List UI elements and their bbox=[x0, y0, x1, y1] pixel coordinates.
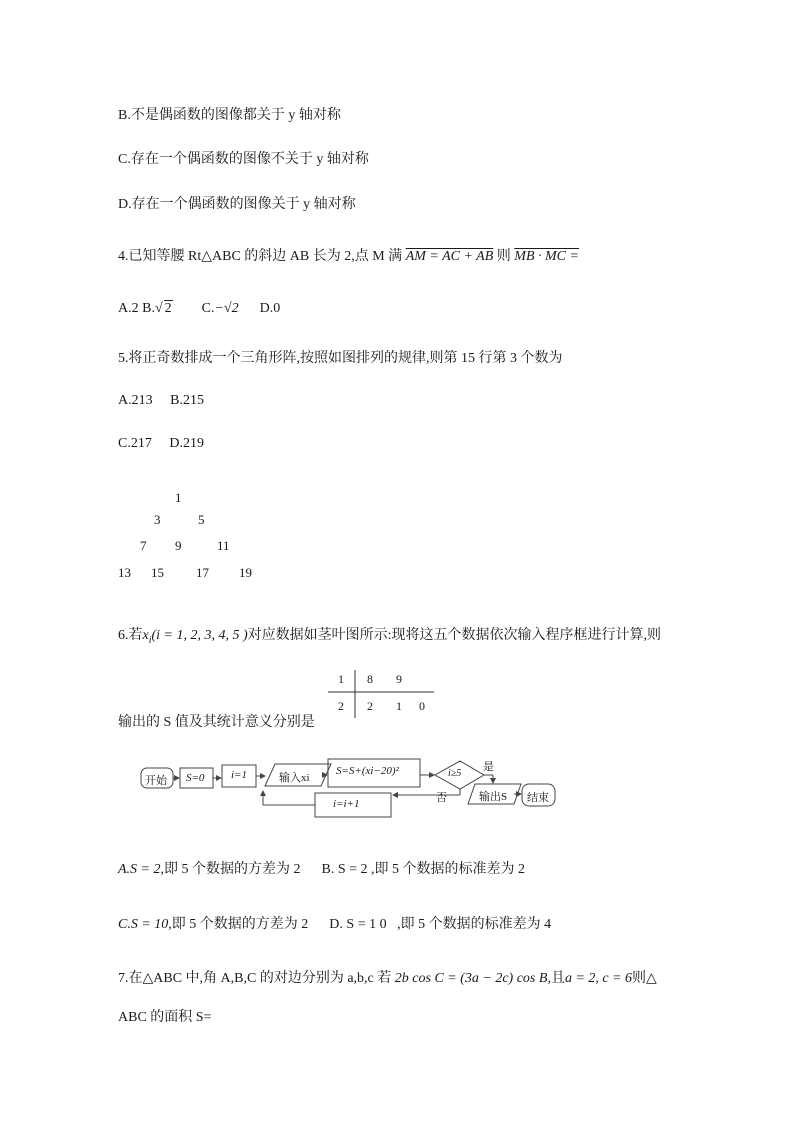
program-flowchart bbox=[135, 755, 565, 820]
q4-text: 4.已知等腰 Rt△ABC 的斜边 AB 长为 2,点 M 满 bbox=[118, 249, 403, 264]
stem-value: 2 bbox=[338, 699, 344, 713]
q4-option-d: D.0 bbox=[259, 301, 281, 316]
flow-no: 否 bbox=[436, 792, 447, 804]
flow-end: 结束 bbox=[527, 792, 549, 804]
q6-options-cd bbox=[118, 913, 551, 933]
leaf-value: 2 bbox=[367, 699, 373, 713]
q5-options-cd: C.217 D.219 bbox=[118, 436, 204, 451]
q6-option-b: B. S = 2 ,即 5 个数据的标准差为 2 bbox=[321, 862, 526, 877]
stem-value: 1 bbox=[338, 672, 344, 686]
question-4 bbox=[118, 245, 579, 265]
q3-option-b: B.不是偶函数的图像都关于 y 轴对称 bbox=[118, 108, 341, 123]
leaf-value: 1 bbox=[396, 699, 402, 713]
leaf-value: 8 bbox=[367, 672, 373, 686]
q6-option-a-eq: A.S = 2 bbox=[118, 862, 161, 877]
q4-vector-equation: AM = AC + AB bbox=[405, 249, 494, 264]
q4-options bbox=[118, 300, 280, 317]
triangle-number: 3 bbox=[154, 512, 161, 527]
q4-dot-product: MB · MC = bbox=[514, 249, 579, 264]
q6-option-c-eq: C.S = 10 bbox=[118, 917, 169, 932]
flow-increment: i=i+1 bbox=[333, 798, 360, 810]
triangle-number: 15 bbox=[151, 565, 164, 580]
q6-variable-sub: i bbox=[148, 634, 152, 646]
leaf-value: 9 bbox=[396, 672, 402, 686]
question-7 bbox=[118, 967, 657, 987]
q4-option-c-value: −√2 bbox=[214, 301, 239, 316]
q5-options-ab: A.213 B.215 bbox=[118, 393, 204, 408]
flow-condition: i≥5 bbox=[448, 768, 462, 779]
q6-option-d: D. S = 1 0 ,即 5 个数据的标准差为 4 bbox=[329, 917, 552, 932]
q4-then: 则 bbox=[496, 249, 511, 264]
q6-option-a: ,即 5 个数据的方差为 2 bbox=[160, 862, 301, 877]
q6-output-text: 输出的 S 值及其统计意义分别是 bbox=[118, 715, 315, 730]
triangle-number: 7 bbox=[140, 538, 147, 553]
question-5: 5.将正奇数排成一个三角形阵,按照如图排列的规律,则第 15 行第 3 个数为 bbox=[118, 351, 563, 366]
q6-prefix: 6.若 bbox=[118, 628, 143, 643]
q6-options-ab bbox=[118, 858, 525, 878]
q7-and: ,且 bbox=[547, 971, 565, 986]
flow-init-s: S=0 bbox=[186, 772, 205, 784]
flow-input: 输入xi bbox=[279, 772, 310, 784]
q4-option-b-value: 2 bbox=[164, 301, 172, 316]
flow-yes: 是 bbox=[483, 761, 494, 773]
leaf-value: 0 bbox=[419, 699, 425, 713]
q6-variable: x bbox=[142, 628, 149, 643]
question-6 bbox=[118, 624, 661, 646]
stem-leaf-plot bbox=[328, 670, 436, 718]
flow-output: 输出S bbox=[479, 791, 508, 803]
q6-range: (i = 1, 2, 3, 4, 5 ) bbox=[151, 628, 248, 643]
q6-option-c: ,即 5 个数据的方差为 2 bbox=[168, 917, 309, 932]
q7-text: 7.在△ABC 中,角 A,B,C 的对边分别为 a,b,c 若 bbox=[118, 971, 392, 986]
q4-option-ab: A.2 B. bbox=[118, 301, 155, 316]
triangle-number: 13 bbox=[118, 565, 131, 580]
q7-line-2: ABC 的面积 S= bbox=[118, 1010, 212, 1025]
q7-values: a = 2, c = 6 bbox=[564, 971, 633, 986]
triangle-number: 9 bbox=[175, 538, 182, 553]
q7-then: 则△ bbox=[632, 971, 657, 986]
q7-equation: 2b cos C = (3a − 2c) cos B bbox=[394, 971, 548, 986]
flow-init-i: i=1 bbox=[231, 769, 247, 781]
triangle-number: 5 bbox=[198, 512, 205, 527]
q4-option-c: C. bbox=[201, 301, 215, 316]
flow-start: 开始 bbox=[145, 775, 167, 787]
flow-update: S=S+(xi−20)² bbox=[336, 765, 399, 777]
q3-option-c: C.存在一个偶函数的图像不关于 y 轴对称 bbox=[118, 152, 369, 167]
sqrt-symbol: √ bbox=[154, 301, 163, 316]
triangle-number: 11 bbox=[217, 538, 230, 553]
q3-option-d: D.存在一个偶函数的图像关于 y 轴对称 bbox=[118, 197, 356, 212]
q6-text: 对应数据如茎叶图所示:现将这五个数据依次输入程序框进行计算,则 bbox=[247, 628, 662, 643]
triangle-number: 17 bbox=[196, 565, 209, 580]
triangle-number: 19 bbox=[239, 565, 252, 580]
triangle-number: 1 bbox=[175, 490, 182, 505]
